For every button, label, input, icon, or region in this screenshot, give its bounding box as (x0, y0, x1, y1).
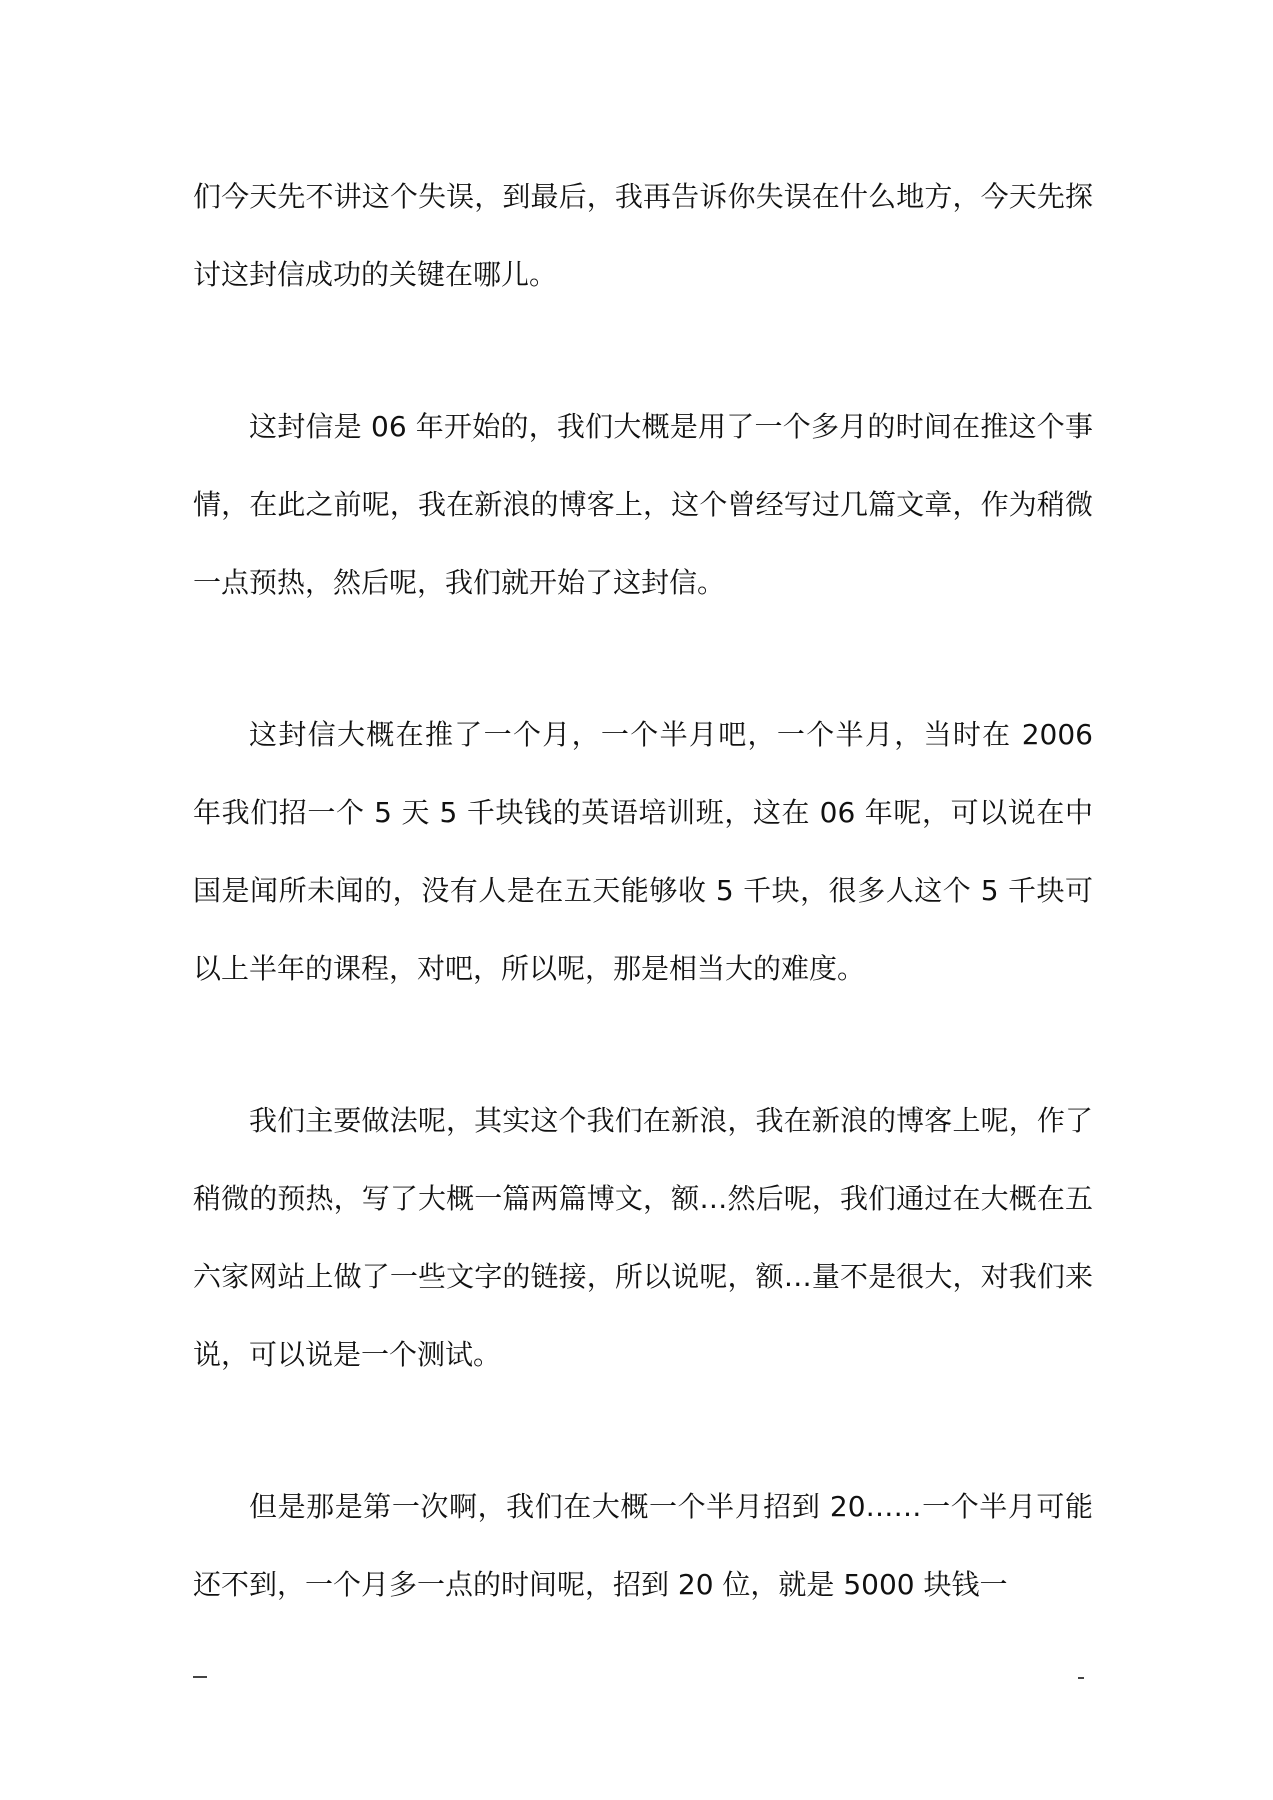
paragraph-4: 我们主要做法呢，其实这个我们在新浪，我在新浪的博客上呢，作了稍微的预热，写了大概一篇两篇博文，额…然后呢，我们通过在大概在五六家网站上做了一些文字的链接，所以说呢，额…量不是很大，对我们来说，可以说是一个测试。 (193, 1104, 1093, 1371)
footer-left-mark (193, 1676, 207, 1678)
paragraph-gap (193, 1394, 1093, 1468)
footer-right-mark (1078, 1677, 1084, 1679)
paragraph-3: 这封信大概在推了一个月，一个半月吧，一个半月，当时在 2006 年我们招一个 5 天 5 千块钱的英语培训班，这在 06 年呢，可以说在中国是闻所未闻的，没有人是在五天能够收 5 千块，很多人这个 5 千块可以上半年的课程，对吧，所以呢，那是相当大的难度。 (193, 718, 1093, 985)
document-body (193, 158, 1093, 1624)
paragraph-gap (193, 1008, 1093, 1082)
paragraph-2: 这封信是 06 年开始的，我们大概是用了一个多月的时间在推这个事情，在此之前呢，我在新浪的博客上，这个曾经写过几篇文章，作为稍微一点预热，然后呢，我们就开始了这封信。 (193, 410, 1093, 599)
paragraph-gap (193, 622, 1093, 696)
paragraph-1: 们今天先不讲这个失误，到最后，我再告诉你失误在什么地方，今天先探讨这封信成功的关键在哪儿。 (193, 180, 1093, 291)
paragraph-5: 但是那是第一次啊，我们在大概一个半月招到 20……一个半月可能还不到，一个月多一点的时间呢，招到 20 位，就是 5000 块钱一 (193, 1490, 1093, 1601)
paragraph-gap (193, 314, 1093, 388)
